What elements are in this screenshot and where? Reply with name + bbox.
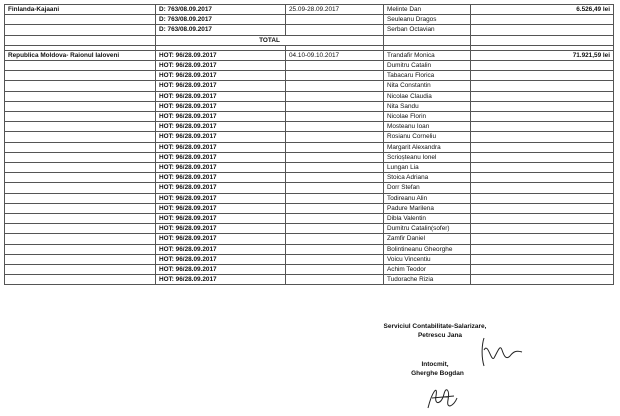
signature-mark: [478, 336, 528, 370]
decision-cell: HOT: 96/28.09.2017: [156, 203, 286, 213]
preparer-signature-mark: [424, 382, 460, 412]
person-cell: Nicolae Florin: [384, 112, 471, 122]
person-cell: Nita Constantin: [384, 81, 471, 91]
total-row: [5, 35, 614, 45]
table-row: [5, 50, 614, 60]
person-cell: Dorr Stefan: [384, 183, 471, 193]
person-cell: Scrioșteanu Ionel: [384, 152, 471, 162]
table-row: [5, 122, 614, 132]
decision-cell: HOT: 96/28.09.2017: [156, 244, 286, 254]
decision-cell: HOT: 96/28.09.2017: [156, 122, 286, 132]
decision-cell: D: 763/08.09.2017: [156, 25, 286, 35]
person-cell: Mosteanu Ioan: [384, 122, 471, 132]
table-row: [5, 101, 614, 111]
decision-cell: HOT: 96/28.09.2017: [156, 214, 286, 224]
table-row: [5, 183, 614, 193]
decision-cell: HOT: 96/28.09.2017: [156, 224, 286, 234]
department-head-name: Petrescu Jana: [417, 332, 463, 339]
amount-cell: 71.921,59 lei: [471, 50, 614, 60]
table-row: [5, 112, 614, 122]
table-row: [5, 234, 614, 244]
table-row: [5, 224, 614, 234]
person-cell: Dibla Valentin: [384, 214, 471, 224]
table-row: [5, 81, 614, 91]
amount-cell: 6.526,49 lei: [471, 5, 614, 15]
decision-cell: HOT: 96/28.09.2017: [156, 173, 286, 183]
decision-cell: D: 763/08.09.2017: [156, 15, 286, 25]
decision-cell: HOT: 96/28.09.2017: [156, 50, 286, 60]
decision-cell: HOT: 96/28.09.2017: [156, 254, 286, 264]
table-row: [5, 91, 614, 101]
decision-cell: HOT: 96/28.09.2017: [156, 71, 286, 81]
person-cell: Tudorache Rizia: [384, 275, 471, 285]
person-cell: Nicolae Claudia: [384, 91, 471, 101]
decision-cell: HOT: 96/28.09.2017: [156, 234, 286, 244]
person-cell: Serban Octavian: [384, 25, 471, 35]
person-cell: Nita Sandu: [384, 101, 471, 111]
table-row: [5, 275, 614, 285]
person-cell: Voicu Vincentiu: [384, 254, 471, 264]
decision-cell: HOT: 96/28.09.2017: [156, 152, 286, 162]
table-row: [5, 265, 614, 275]
table-row: [5, 173, 614, 183]
travel-expense-table: [4, 4, 614, 285]
table-row: [5, 214, 614, 224]
table-row: [5, 15, 614, 25]
person-cell: Dumitru Catalin(sofer): [384, 224, 471, 234]
table-row: [5, 25, 614, 35]
table-row: [5, 203, 614, 213]
person-cell: Seuleanu Dragos: [384, 15, 471, 25]
destination-cell: Finlanda-Kajaani: [5, 5, 156, 15]
person-cell: Tabacaru Florica: [384, 71, 471, 81]
decision-cell: HOT: 96/28.09.2017: [156, 112, 286, 122]
decision-cell: HOT: 96/28.09.2017: [156, 101, 286, 111]
person-cell: Zamfir Daniel: [384, 234, 471, 244]
decision-cell: HOT: 96/28.09.2017: [156, 193, 286, 203]
preparer-name: Gherghe Bogdan: [411, 370, 464, 377]
person-cell: Achim Teodor: [384, 265, 471, 275]
decision-cell: HOT: 96/28.09.2017: [156, 142, 286, 152]
total-label: TOTAL: [156, 35, 384, 45]
person-cell: Margarit Alexandra: [384, 142, 471, 152]
table-row: [5, 61, 614, 71]
person-cell: Todireanu Alin: [384, 193, 471, 203]
period-cell: 25.09-28.09.2017: [286, 5, 384, 15]
table-row: [5, 132, 614, 142]
person-cell: Lungan Lia: [384, 163, 471, 173]
person-cell: Dumitru Catalin: [384, 61, 471, 71]
person-cell: Bolintineanu Gheorghe: [384, 244, 471, 254]
table-row: [5, 142, 614, 152]
table-row: [5, 152, 614, 162]
table-row: [5, 71, 614, 81]
period-cell: 04.10-09.10.2017: [286, 50, 384, 60]
decision-cell: HOT: 96/28.09.2017: [156, 183, 286, 193]
decision-cell: HOT: 96/28.09.2017: [156, 61, 286, 71]
person-cell: Rosianu Corneliu: [384, 132, 471, 142]
person-cell: Trandafir Monica: [384, 50, 471, 60]
table-row: [5, 163, 614, 173]
decision-cell: HOT: 96/28.09.2017: [156, 81, 286, 91]
table-row: [5, 244, 614, 254]
decision-cell: HOT: 96/28.09.2017: [156, 91, 286, 101]
decision-cell: HOT: 96/28.09.2017: [156, 275, 286, 285]
decision-cell: HOT: 96/28.09.2017: [156, 265, 286, 275]
person-cell: Stoica Adriana: [384, 173, 471, 183]
table-row: [5, 254, 614, 264]
table-row: [5, 193, 614, 203]
department-label: Serviciul Contabilitate-Salarizare,: [383, 323, 487, 330]
decision-cell: D: 763/08.09.2017: [156, 5, 286, 15]
person-cell: Melinte Dan: [384, 5, 471, 15]
table-row: [5, 5, 614, 15]
decision-cell: HOT: 96/28.09.2017: [156, 132, 286, 142]
person-cell: Padure Marilena: [384, 203, 471, 213]
decision-cell: HOT: 96/28.09.2017: [156, 163, 286, 173]
prepared-by-label: Intocmit,: [421, 361, 449, 368]
moldova-section: [5, 50, 614, 285]
destination-cell: Republica Moldova- Raionul Ialoveni: [5, 50, 156, 60]
